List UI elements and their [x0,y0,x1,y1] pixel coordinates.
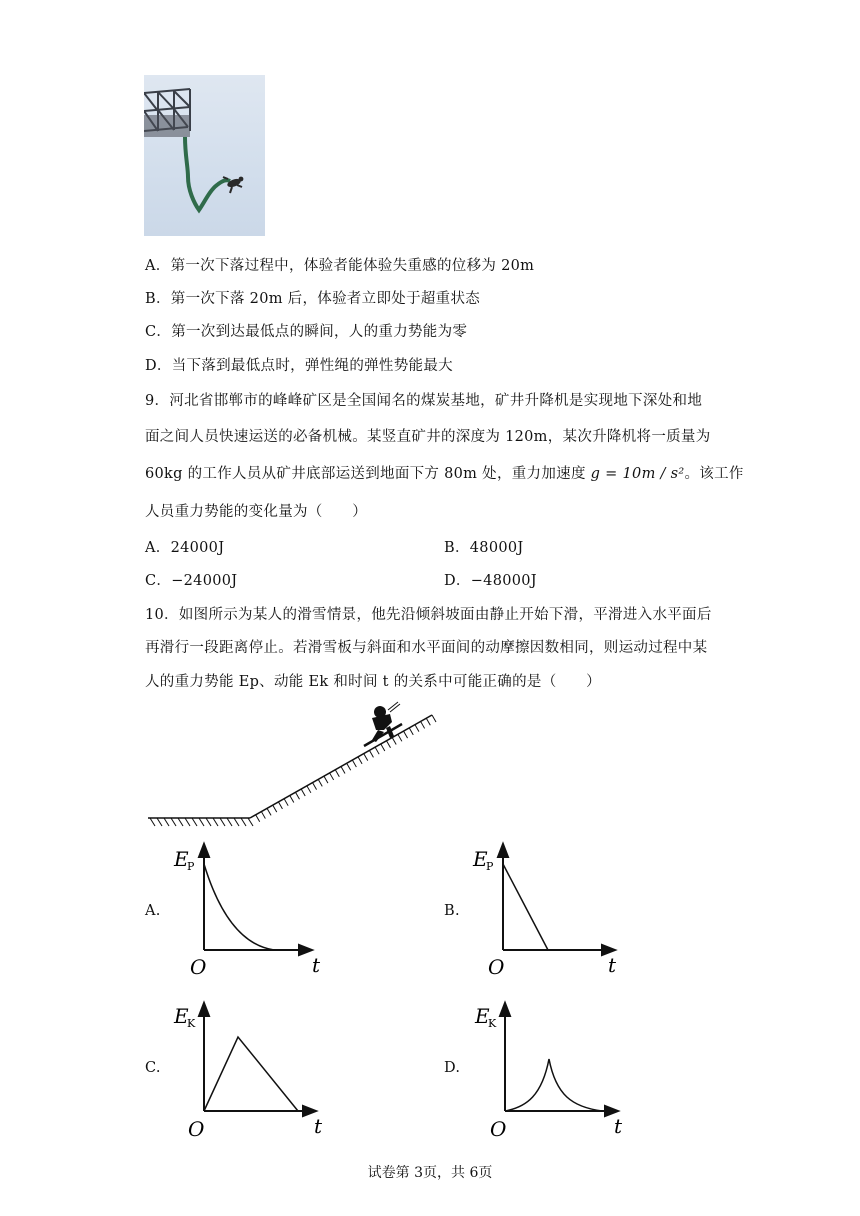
q8-option-a[interactable] [145,254,534,275]
q9-option-a[interactable] [145,536,224,557]
graph-y-sub: P [187,860,195,873]
q10-option-a-letter[interactable]: A. [145,903,161,919]
bungee-jump-photo [144,75,265,236]
graph-y-label: E [475,1004,490,1028]
option-letter: A． [145,258,171,274]
q9-stem-suffix: 。该工作 [684,466,744,482]
graph-x-label: t [314,1114,323,1138]
q9-stem-text: 60kg 的工作人员从矿井底部运送到地面下方 80m 处，重力加速度 [145,466,586,482]
option-letter: C． [145,573,172,589]
option-text: 第一次到达最低点的瞬间，人的重力势能为零 [171,324,468,340]
gravity-formula: g = 10m / s² [590,466,685,482]
ski-slope-figure [140,700,450,830]
q10-graph-c[interactable] [170,995,340,1140]
q10-stem-line-1: 10．如图所示为某人的滑雪情景，他先沿倾斜坡面由静止开始下滑，平滑进入水平面后 [145,607,712,623]
graph-x-label: t [608,953,617,977]
q9-stem-line-4: 人员重力势能的变化量为（ ） [145,504,367,520]
option-text: −48000J [470,573,537,589]
q9-option-d[interactable] [444,569,537,590]
graph-x-label: t [312,953,321,977]
graph-y-sub: P [486,860,494,873]
graph-origin: O [488,955,505,979]
q8-option-c[interactable] [145,320,467,341]
q8-option-b[interactable] [145,287,480,308]
graph-origin: O [490,1117,507,1140]
q9-stem-line-1: 9．河北省邯郸市的峰峰矿区是全国闻名的煤炭基地，矿井升降机是实现地下深处和地 [145,393,703,409]
graph-origin: O [188,1117,205,1140]
option-text: −24000J [171,573,238,589]
graph-x-label: t [614,1114,623,1138]
option-letter: A． [145,540,171,556]
option-text: 48000J [469,540,524,556]
q10-option-c-letter[interactable]: C. [145,1060,161,1076]
q10-stem-line-3: 人的重力势能 Ep、动能 Ek 和时间 t 的关系中可能正确的是（ ） [145,674,601,690]
graph-y-label: E [473,847,488,871]
graph-y-label: E [174,1004,189,1028]
option-text: 第一次下落 20m 后，体验者立即处于超重状态 [170,291,481,307]
skier-icon [364,702,402,746]
option-letter: D． [444,573,471,589]
q9-option-c[interactable] [145,569,237,590]
q10-option-b-letter[interactable]: B. [444,903,460,919]
q10-option-d-letter[interactable]: D. [444,1060,461,1076]
q8-option-d[interactable] [145,354,453,375]
option-letter: C． [145,324,172,340]
q9-option-b[interactable] [444,536,524,557]
page-footer: 试卷第 3页，共 6页 [367,1165,493,1181]
option-letter: B． [444,540,470,556]
q10-graph-a[interactable] [170,840,340,980]
graph-y-sub: K [187,1017,196,1030]
q9-stem-line-3 [145,462,744,483]
option-text: 第一次下落过程中，体验者能体验失重感的位移为 20m [170,258,535,274]
graph-y-sub: K [488,1017,497,1030]
graph-origin: O [190,955,207,979]
q10-stem-line-2: 再滑行一段距离停止。若滑雪板与斜面和水平面间的动摩擦因数相同，则运动过程中某 [145,640,708,656]
option-text: 24000J [170,540,225,556]
q10-graph-b[interactable] [470,840,640,980]
option-letter: D． [145,358,172,374]
option-letter: B． [145,291,171,307]
option-text: 当下落到最低点时，弹性绳的弹性势能最大 [171,358,453,374]
q10-graph-d[interactable] [472,995,642,1140]
q9-stem-line-2: 面之间人员快速运送的必备机械。某竖直矿井的深度为 120m，某次升降机将一质量为 [145,429,711,445]
graph-y-label: E [174,847,189,871]
